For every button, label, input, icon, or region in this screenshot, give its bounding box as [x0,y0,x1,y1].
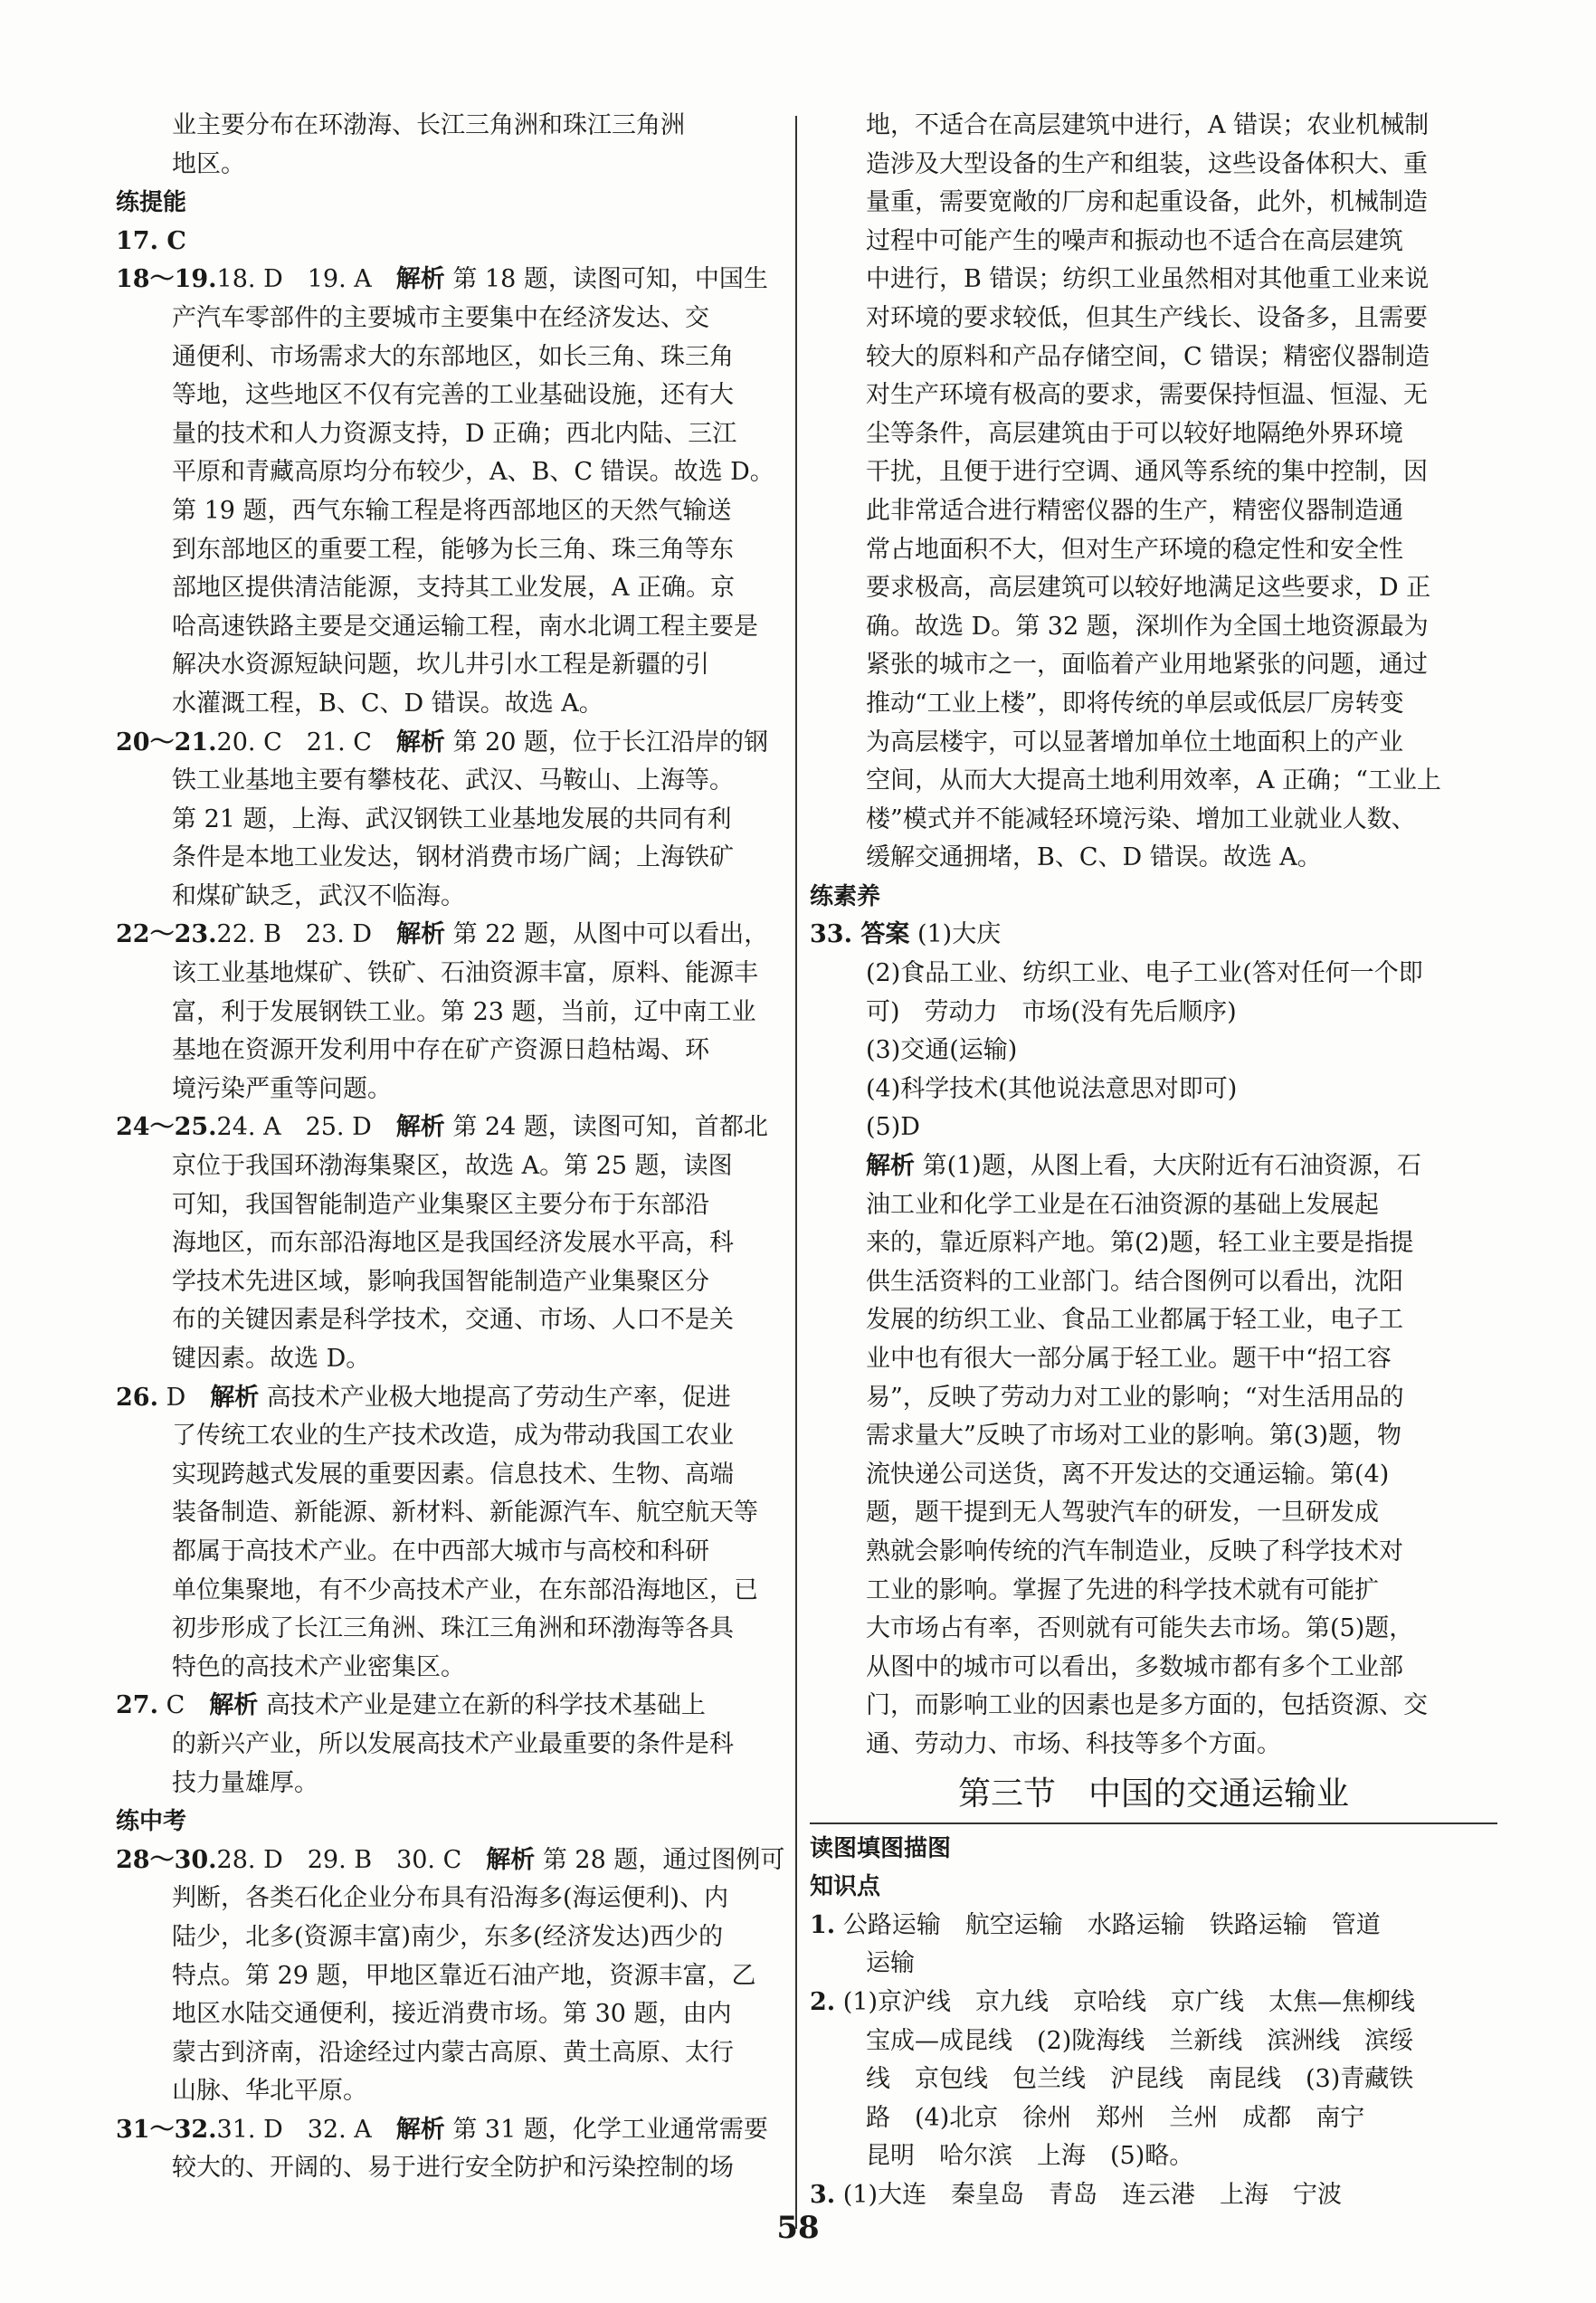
answer-part: (5)D [866,1113,920,1142]
analysis-label: 解析 [486,1845,536,1874]
analysis-line: 第 21 题，上海、武汉钢铁工业基地发展的共同有利 [172,804,732,833]
answer-key: 31. D 32. A [216,2115,396,2144]
analysis-line: 空间，从而大大提高土地利用效率，A 正确；“工业上 [866,766,1441,795]
analysis-line: 陆少，北多(资源丰富)南少，东多(经济发达)西少的 [172,1922,724,1951]
knowledge-line: (1)大连 秦皇岛 青岛 连云港 上海 宁波 [835,2180,1343,2209]
analysis-line: 来的，靠近原料产地。第(2)题，轻工业主要是指提 [866,1229,1414,1258]
analysis-line: 特色的高技术产业密集区。 [172,1652,465,1681]
answer-label: 答案 [851,920,910,949]
analysis-line: 高技术产业是建立在新的科学技术基础上 [258,1691,706,1720]
analysis-line: 对环境的要求较低，但其生产线长、设备多，且需要 [866,303,1428,332]
analysis-line: 第 22 题，从图中可以看出， [445,920,769,949]
analysis-line: 铁工业基地主要有攀枝花、武汉、马鞍山、上海等。 [172,766,734,795]
analysis-line: 地，不适合在高层建筑中进行，A 错误；农业机械制 [866,111,1430,139]
analysis-line: 第 24 题，读图可知，首都北 [444,1113,768,1142]
section-title: 第三节 中国的交通运输业 [957,1775,1349,1813]
answer-27 [116,1687,803,1726]
section-label-exam-practice: 练中考 [116,1808,187,1836]
analysis-line: 可知，我国智能制造产业集聚区主要分布于东部沿 [172,1190,709,1219]
knowledge-line: 线 京包线 包兰线 沪昆线 南昆线 (3)青藏铁 [866,2065,1414,2094]
analysis-line: 的新兴产业，所以发展高技术产业最重要的条件是科 [172,1729,734,1758]
analysis-line: 过程中可能产生的噪声和振动也不适合在高层建筑 [866,226,1403,255]
analysis-line: 工业的影响。掌握了先进的科学技术就有可能扩 [866,1575,1379,1604]
answer-key: D [157,1383,211,1412]
column-divider [795,116,797,2229]
analysis-line: 等地，这些地区不仅有完善的工业基础设施，还有大 [172,381,734,410]
analysis-line: 第 18 题，读图可知，中国生 [444,265,768,294]
analysis-line: 布的关键因素是科学技术，交通、市场、人口不是关 [172,1306,734,1335]
question-number: 24～25. [116,1113,217,1142]
analysis-line: 较大的原料和产品存储空间，C 错误；精密仪器制造 [866,342,1430,371]
analysis-line: 条件是本地工业发达，钢材消费市场广阔；上海铁矿 [172,843,734,872]
analysis-label: 解析 [866,1152,915,1181]
analysis-line: 楼”模式并不能减轻环境污染、增加工业就业人数、 [866,804,1416,833]
analysis-line: 通便利、市场需求大的东部地区，如长三角、珠三角 [172,342,734,371]
question-number: 33. [810,920,852,949]
knowledge-line: (1)京沪线 京九线 京哈线 京广线 太焦—焦柳线 [835,1987,1416,2016]
analysis-line: 此非常适合进行精密仪器的生产，精密仪器制造通 [866,496,1403,525]
question-number: 3. [810,2180,836,2209]
question-number: 20～21. [116,728,217,757]
answer-key: 28. D 29. B 30. C [216,1845,487,1874]
intro-line: 业主要分布在环渤海、长江三角洲和珠江三角洲 [172,111,685,139]
knowledge-line: 昆明 哈尔滨 上海 (5)略。 [866,2142,1194,2171]
analysis-line: 到东部地区的重要工程，能够为长三角、珠三角等东 [172,535,734,564]
answer-part: 可) 劳动力 市场(没有先后顺序) [866,997,1237,1026]
analysis-line: 地区水陆交通便利，接近消费市场。第 30 题，由内 [172,2000,732,2029]
analysis-line: 实现跨越式发展的重要因素。信息技术、生物、高端 [172,1460,734,1489]
right-column [810,107,1497,2214]
answer-18-19 [116,261,803,300]
analysis-label: 解析 [395,265,445,294]
analysis-line: 部地区提供清洁能源，支持其工业发展，A 正确。京 [172,574,736,603]
analysis-line: 山脉、华北平原。 [172,2077,367,2106]
section-label-literacy: 练素养 [810,882,881,910]
analysis-line: 易”，反映了劳动力对工业的影响；“对生活用品的 [866,1383,1404,1412]
analysis-line: 高技术产业极大地提高了劳动生产率，促进 [259,1383,731,1412]
analysis-line: 为高层楼宇，可以显著增加单位土地面积上的产业 [866,728,1403,757]
question-number: 26. [116,1383,158,1412]
answer-24-25 [116,1109,803,1147]
analysis-line: 产汽车零部件的主要城市主要集中在经济发达、交 [172,303,709,332]
page-number: 58 [776,2210,820,2246]
analysis-line: 要求极高，高层建筑可以较好地满足这些要求，D 正 [866,574,1431,603]
analysis-line: 发展的纺织工业、食品工业都属于轻工业，电子工 [866,1306,1403,1335]
analysis-label: 解析 [396,920,446,949]
analysis-line: 需求量大”反映了市场对工业的影响。第(3)题，物 [866,1422,1402,1451]
answer-key: 24. A 25. D [216,1113,396,1142]
left-column [116,107,803,2188]
analysis-line: 境污染严重等问题。 [172,1074,392,1103]
analysis-line: 了传统工农业的生产技术改造，成为带动我国工农业 [172,1422,734,1451]
analysis-line: 海地区，而东部沿海地区是我国经济发展水平高，科 [172,1229,734,1258]
analysis-line: 单位集聚地，有不少高技术产业，在东部沿海地区，已 [172,1575,758,1604]
analysis-line: 技力量雄厚。 [172,1768,318,1797]
analysis-line: 造涉及大型设备的生产和组装，这些设备体积大、重 [866,149,1428,178]
knowledge-line: 公路运输 航空运输 水路运输 铁路运输 管道 [835,1910,1381,1939]
analysis-line: 紧张的城市之一，面临着产业用地紧张的问题，通过 [866,651,1428,680]
analysis-label: 解析 [395,2115,445,2144]
analysis-line: 常占地面积不大，但对生产环境的稳定性和安全性 [866,535,1403,564]
analysis-line: 门，而影响工业的因素也是多方面的，包括资源、交 [866,1691,1428,1720]
analysis-line: 确。故选 D。第 32 题，深圳作为全国土地资源最为 [866,612,1429,641]
analysis-label: 解析 [395,1113,445,1142]
question-number: 28～30. [116,1845,217,1874]
answer-22-23 [116,916,803,955]
analysis-line: 和煤矿缺乏，武汉不临海。 [172,881,465,910]
knowledge-line: 宝成—成昆线 (2)陇海线 兰新线 滨洲线 滨绥 [866,2026,1414,2055]
analysis-line: 装备制造、新能源、新材料、新能源汽车、航空航天等 [172,1499,758,1527]
analysis-line: 解决水资源短缺问题，坎儿井引水工程是新疆的引 [172,651,709,680]
analysis-line: 业中也有很大一部分属于轻工业。题干中“招工容 [866,1345,1392,1373]
analysis-line: 都属于高技术产业。在中西部大城市与高校和科研 [172,1537,709,1565]
question-number: 31～32. [116,2115,217,2144]
answer-key: 18. D 19. A [216,265,396,294]
knowledge-2 [810,1984,1497,2022]
question-number: 22～23. [116,920,217,949]
answer-key: 20. C 21. C [216,728,396,757]
analysis-line: 京位于我国环渤海集聚区，故选 A。第 25 题，读图 [172,1152,733,1181]
intro-line: 地区。 [172,149,245,178]
analysis-line: 尘等条件，高层建筑由于可以较好地隔绝外界环境 [866,419,1403,448]
knowledge-line: 运输 [866,1949,915,1978]
question-number: 27. [116,1691,158,1720]
answer-key: C [157,1691,210,1720]
analysis-line: 题，题干提到无人驾驶汽车的研发，一旦研发成 [866,1499,1379,1527]
analysis-line: 较大的、开阔的、易于进行安全防护和污染控制的场 [172,2154,734,2183]
answer-part: (4)科学技术(其他说法意思对即可) [866,1074,1238,1103]
question-number: 18～19. [116,265,217,294]
analysis-line: 哈高速铁路主要是交通运输工程，南水北调工程主要是 [172,612,758,641]
analysis-line: 键因素。故选 D。 [172,1345,371,1373]
answer-31-32 [116,2111,803,2150]
section-label-practice-ability: 练提能 [116,189,187,217]
analysis-line: 特点。第 29 题，甲地区靠近石油产地，资源丰富，乙 [172,1961,756,1990]
knowledge-line: 路 (4)北京 徐州 郑州 兰州 成都 南宁 [866,2103,1365,2132]
analysis-line: 第 20 题，位于长江沿岸的钢 [444,728,769,757]
analysis-line: 对生产环境有极高的要求，需要保持恒温、恒湿、无 [866,381,1428,410]
analysis-line: 基地在资源开发利用中存在矿产资源日趋枯竭、环 [172,1036,709,1065]
analysis-line: 初步形成了长江三角洲、珠江三角洲和环渤海等各具 [172,1614,734,1643]
answer-33 [810,916,1497,955]
analysis-line: 通、劳动力、市场、科技等多个方面。 [866,1729,1281,1758]
analysis-line: 判断，各类石化企业分布具有沿海多(海运便利)、内 [172,1884,729,1913]
answer-part: (2)食品工业、纺织工业、电子工业(答对任何一个即 [866,959,1423,988]
section-label-knowledge: 知识点 [810,1873,881,1901]
analysis-line: 熟就会影响传统的汽车制造业，反映了科学技术对 [866,1537,1403,1565]
analysis-line: 水灌溉工程，B、C、D 错误。故选 A。 [172,689,603,718]
analysis-first-line [810,1147,1497,1186]
question-number: 1. [810,1910,836,1939]
analysis-line: 第 31 题，化学工业通常需要 [444,2115,768,2144]
question-number: 2. [810,1987,836,2016]
answer-26 [116,1379,803,1418]
analysis-line: 量重，需要宽敞的厂房和起重设备，此外，机械制造 [866,188,1428,217]
analysis-line: 从图中的城市可以看出，多数城市都有多个工业部 [866,1652,1403,1681]
answer-key: 22. B 23. D [216,920,397,949]
analysis-line: 缓解交通拥堵，B、C、D 错误。故选 A。 [866,843,1322,872]
analysis-line: 该工业基地煤矿、铁矿、石油资源丰富，原料、能源丰 [172,959,758,988]
analysis-line: 平原和青藏高原均分布较少，A、B、C 错误。故选 D。 [172,458,774,487]
analysis-line: 量的技术和人力资源支持，D 正确；西北内陆、三江 [172,419,737,448]
analysis-line: 干扰，且便于进行空调、通风等系统的集中控制，因 [866,458,1428,487]
analysis-label: 解析 [210,1383,260,1412]
answer-17-text: 17. C [116,226,186,255]
analysis-label: 解析 [209,1691,259,1720]
analysis-line: 第(1)题，从图上看，大庆附近有石油资源，石 [915,1152,1421,1181]
answer-part: (1)大庆 [909,920,1002,949]
analysis-line: 油工业和化学工业是在石油资源的基础上发展起 [866,1190,1379,1219]
analysis-line: 中进行，B 错误；纺织工业虽然相对其他重工业来说 [866,265,1430,294]
analysis-line: 第 28 题，通过图例可 [535,1845,785,1874]
analysis-line: 蒙古到济南，沿途经过内蒙古高原、黄土高原、太行 [172,2038,734,2067]
analysis-line: 第 19 题，西气东输工程是将西部地区的天然气输送 [172,496,732,525]
answer-20-21 [116,724,803,763]
answer-28-30 [116,1841,803,1880]
analysis-line: 供生活资料的工业部门。结合图例可以看出，沈阳 [866,1267,1403,1296]
section-label-map-reading: 读图填图描图 [810,1834,952,1862]
answer-17 [116,223,803,262]
analysis-line: 流快递公司送货，离不开发达的交通运输。第(4) [866,1460,1390,1489]
analysis-line: 学技术先进区域，影响我国智能制造产业集聚区分 [172,1267,709,1296]
analysis-line: 大市场占有率，否则就有可能失去市场。第(5)题， [866,1614,1414,1643]
section-title-rule [810,1822,1497,1824]
knowledge-1 [810,1907,1497,1946]
analysis-line: 推动“工业上楼”，即将传统的单层或低层厂房转变 [866,689,1404,718]
answer-part: (3)交通(运输) [866,1036,1018,1065]
analysis-line: 富，利于发展钢铁工业。第 23 题，当前，辽中南工业 [172,997,756,1026]
analysis-label: 解析 [395,728,445,757]
